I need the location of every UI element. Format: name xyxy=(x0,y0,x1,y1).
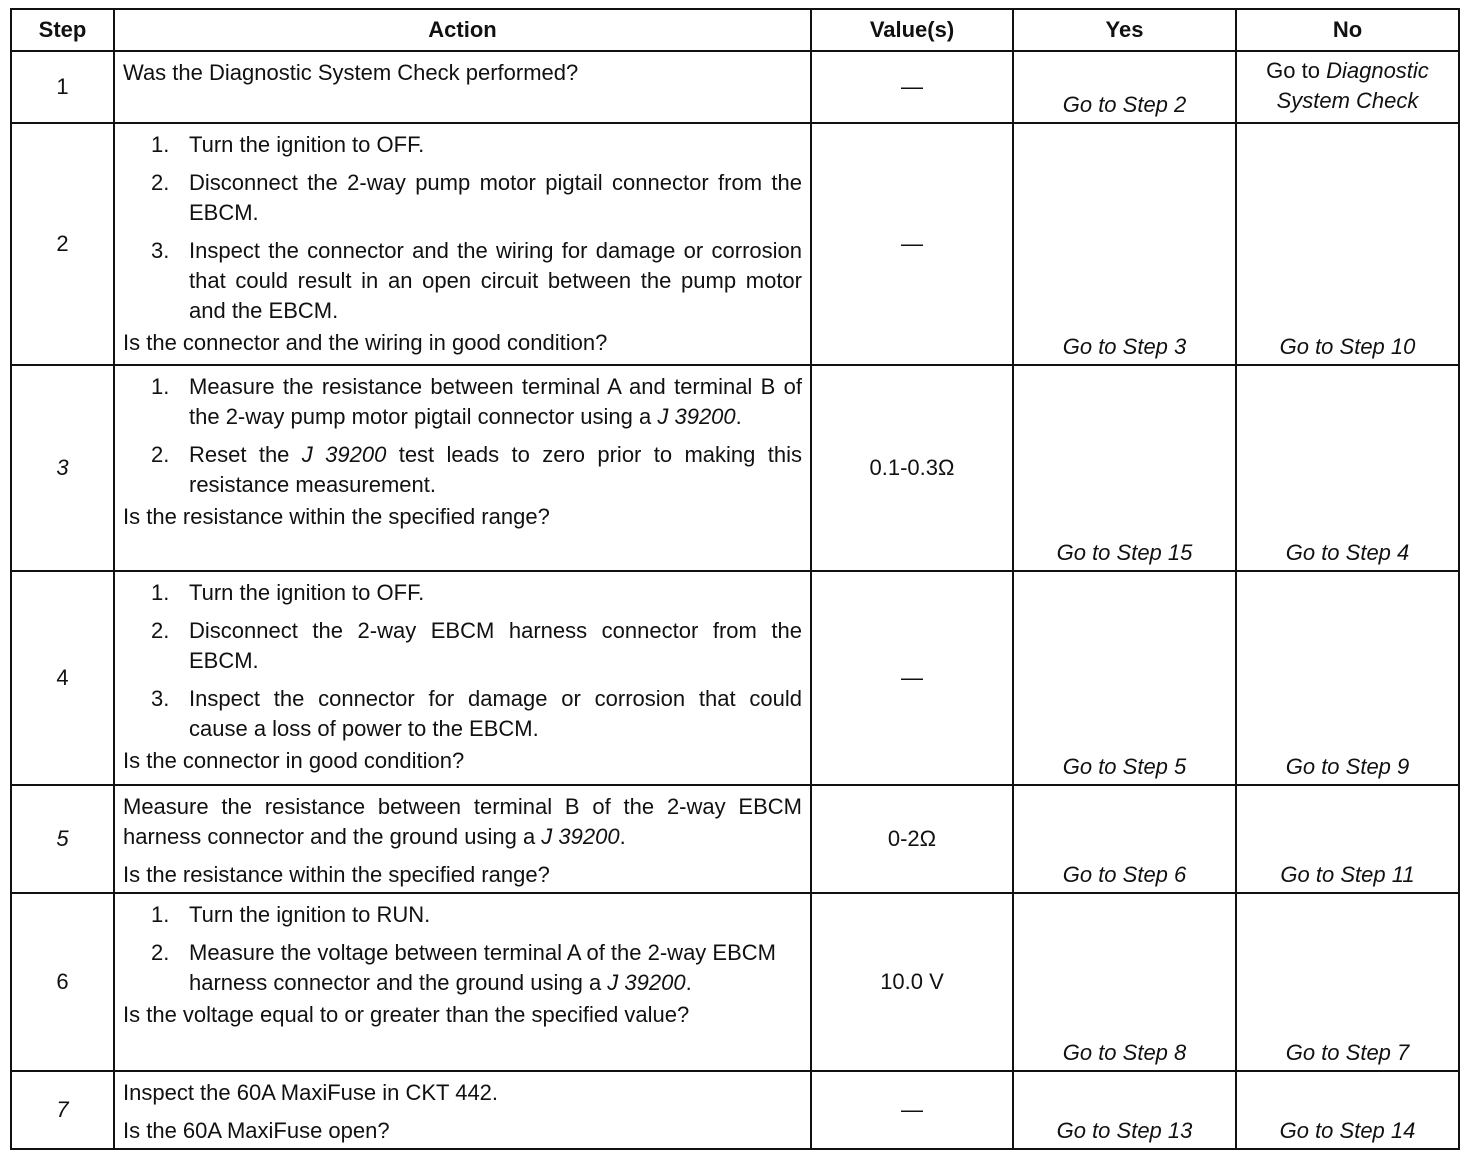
table-row xyxy=(11,893,1459,1071)
list-item: 1. Turn the ignition to RUN. xyxy=(151,902,431,927)
action-question: Is the resistance within the specified range? xyxy=(123,862,550,887)
action-list xyxy=(123,900,802,998)
list-item: 1. Turn the ignition to OFF. xyxy=(151,132,425,157)
value-cell: 10.0 V xyxy=(811,893,1013,1071)
yes-cell: Go to Step 3 xyxy=(1013,123,1236,365)
no-prefix: Go to xyxy=(1266,58,1327,83)
no-link-text: Diagnostic System Check xyxy=(1276,58,1429,113)
no-cell: Go to Step 7 xyxy=(1236,893,1459,1071)
action-question: Is the resistance within the specified range? xyxy=(123,504,550,529)
value-cell: 0-2Ω xyxy=(811,785,1013,893)
no-cell xyxy=(1236,51,1459,123)
table-row xyxy=(11,123,1459,365)
action-cell xyxy=(114,123,811,365)
list-item: 1. Turn the ignition to OFF. xyxy=(151,580,425,605)
action-question: Is the 60A MaxiFuse open? xyxy=(123,1118,390,1143)
header-action: Action xyxy=(114,9,811,51)
header-step: Step xyxy=(11,9,114,51)
action-cell xyxy=(114,571,811,785)
table-row xyxy=(11,365,1459,571)
step-number: 7 xyxy=(11,1071,114,1149)
no-cell: Go to Step 14 xyxy=(1236,1071,1459,1149)
action-cell xyxy=(114,1071,811,1149)
value-cell: — xyxy=(811,51,1013,123)
yes-cell: Go to Step 8 xyxy=(1013,893,1236,1071)
table-row xyxy=(11,51,1459,123)
header-row xyxy=(11,9,1459,51)
step-number: 6 xyxy=(11,893,114,1071)
step-number: 1 xyxy=(11,51,114,123)
action-question: Is the connector in good condition? xyxy=(123,748,465,773)
action-cell xyxy=(114,893,811,1071)
yes-cell: Go to Step 5 xyxy=(1013,571,1236,785)
action-list xyxy=(123,578,802,744)
header-yes: Yes xyxy=(1013,9,1236,51)
list-item: 2. Disconnect the 2-way EBCM harness connector from the EBCM. xyxy=(151,618,802,673)
step-number: 4 xyxy=(11,571,114,785)
value-cell: — xyxy=(811,123,1013,365)
no-cell: Go to Step 9 xyxy=(1236,571,1459,785)
yes-cell: Go to Step 2 xyxy=(1013,51,1236,123)
step-number: 3 xyxy=(11,365,114,571)
step-number: 5 xyxy=(11,785,114,893)
action-question: Was the Diagnostic System Check performed? xyxy=(123,60,579,85)
table-row xyxy=(11,571,1459,785)
value-cell: — xyxy=(811,571,1013,785)
yes-cell: Go to Step 15 xyxy=(1013,365,1236,571)
yes-cell: Go to Step 6 xyxy=(1013,785,1236,893)
action-text: Measure the resistance between terminal B of the 2-way EBCM harness connector and the ground using a J 39200. xyxy=(123,794,802,849)
list-item: 2. Measure the voltage between terminal A of the 2-way EBCM harness connector and the ground using a J 39200. xyxy=(151,940,776,995)
no-cell: Go to Step 11 xyxy=(1236,785,1459,893)
action-cell xyxy=(114,365,811,571)
list-item: 2. Reset the J 39200 test leads to zero prior to making this resistance measurement. xyxy=(151,442,802,497)
table-row xyxy=(11,785,1459,893)
value-cell: 0.1-0.3Ω xyxy=(811,365,1013,571)
list-item: 2. Disconnect the 2-way pump motor pigtail connector from the EBCM. xyxy=(151,170,802,225)
action-question: Is the voltage equal to or greater than the specified value? xyxy=(123,1002,690,1027)
no-cell: Go to Step 10 xyxy=(1236,123,1459,365)
header-values: Value(s) xyxy=(811,9,1013,51)
action-cell xyxy=(114,785,811,893)
action-cell xyxy=(114,51,811,123)
diagnostic-table xyxy=(10,8,1460,1150)
value-cell: — xyxy=(811,1071,1013,1149)
action-list xyxy=(123,130,802,326)
yes-cell: Go to Step 13 xyxy=(1013,1071,1236,1149)
list-item: 3. Inspect the connector and the wiring for damage or corrosion that could result in an open circuit between the pump motor and the EBCM. xyxy=(151,238,802,323)
step-number: 2 xyxy=(11,123,114,365)
action-text: Inspect the 60A MaxiFuse in CKT 442. xyxy=(123,1080,499,1105)
action-list xyxy=(123,372,802,500)
list-item: 1. Measure the resistance between terminal A and terminal B of the 2-way pump motor pigtail connector using a J 39200. xyxy=(151,374,802,429)
header-no: No xyxy=(1236,9,1459,51)
action-question: Is the connector and the wiring in good condition? xyxy=(123,330,608,355)
table-row xyxy=(11,1071,1459,1149)
no-cell: Go to Step 4 xyxy=(1236,365,1459,571)
list-item: 3. Inspect the connector for damage or corrosion that could cause a loss of power to the EBCM. xyxy=(151,686,802,741)
